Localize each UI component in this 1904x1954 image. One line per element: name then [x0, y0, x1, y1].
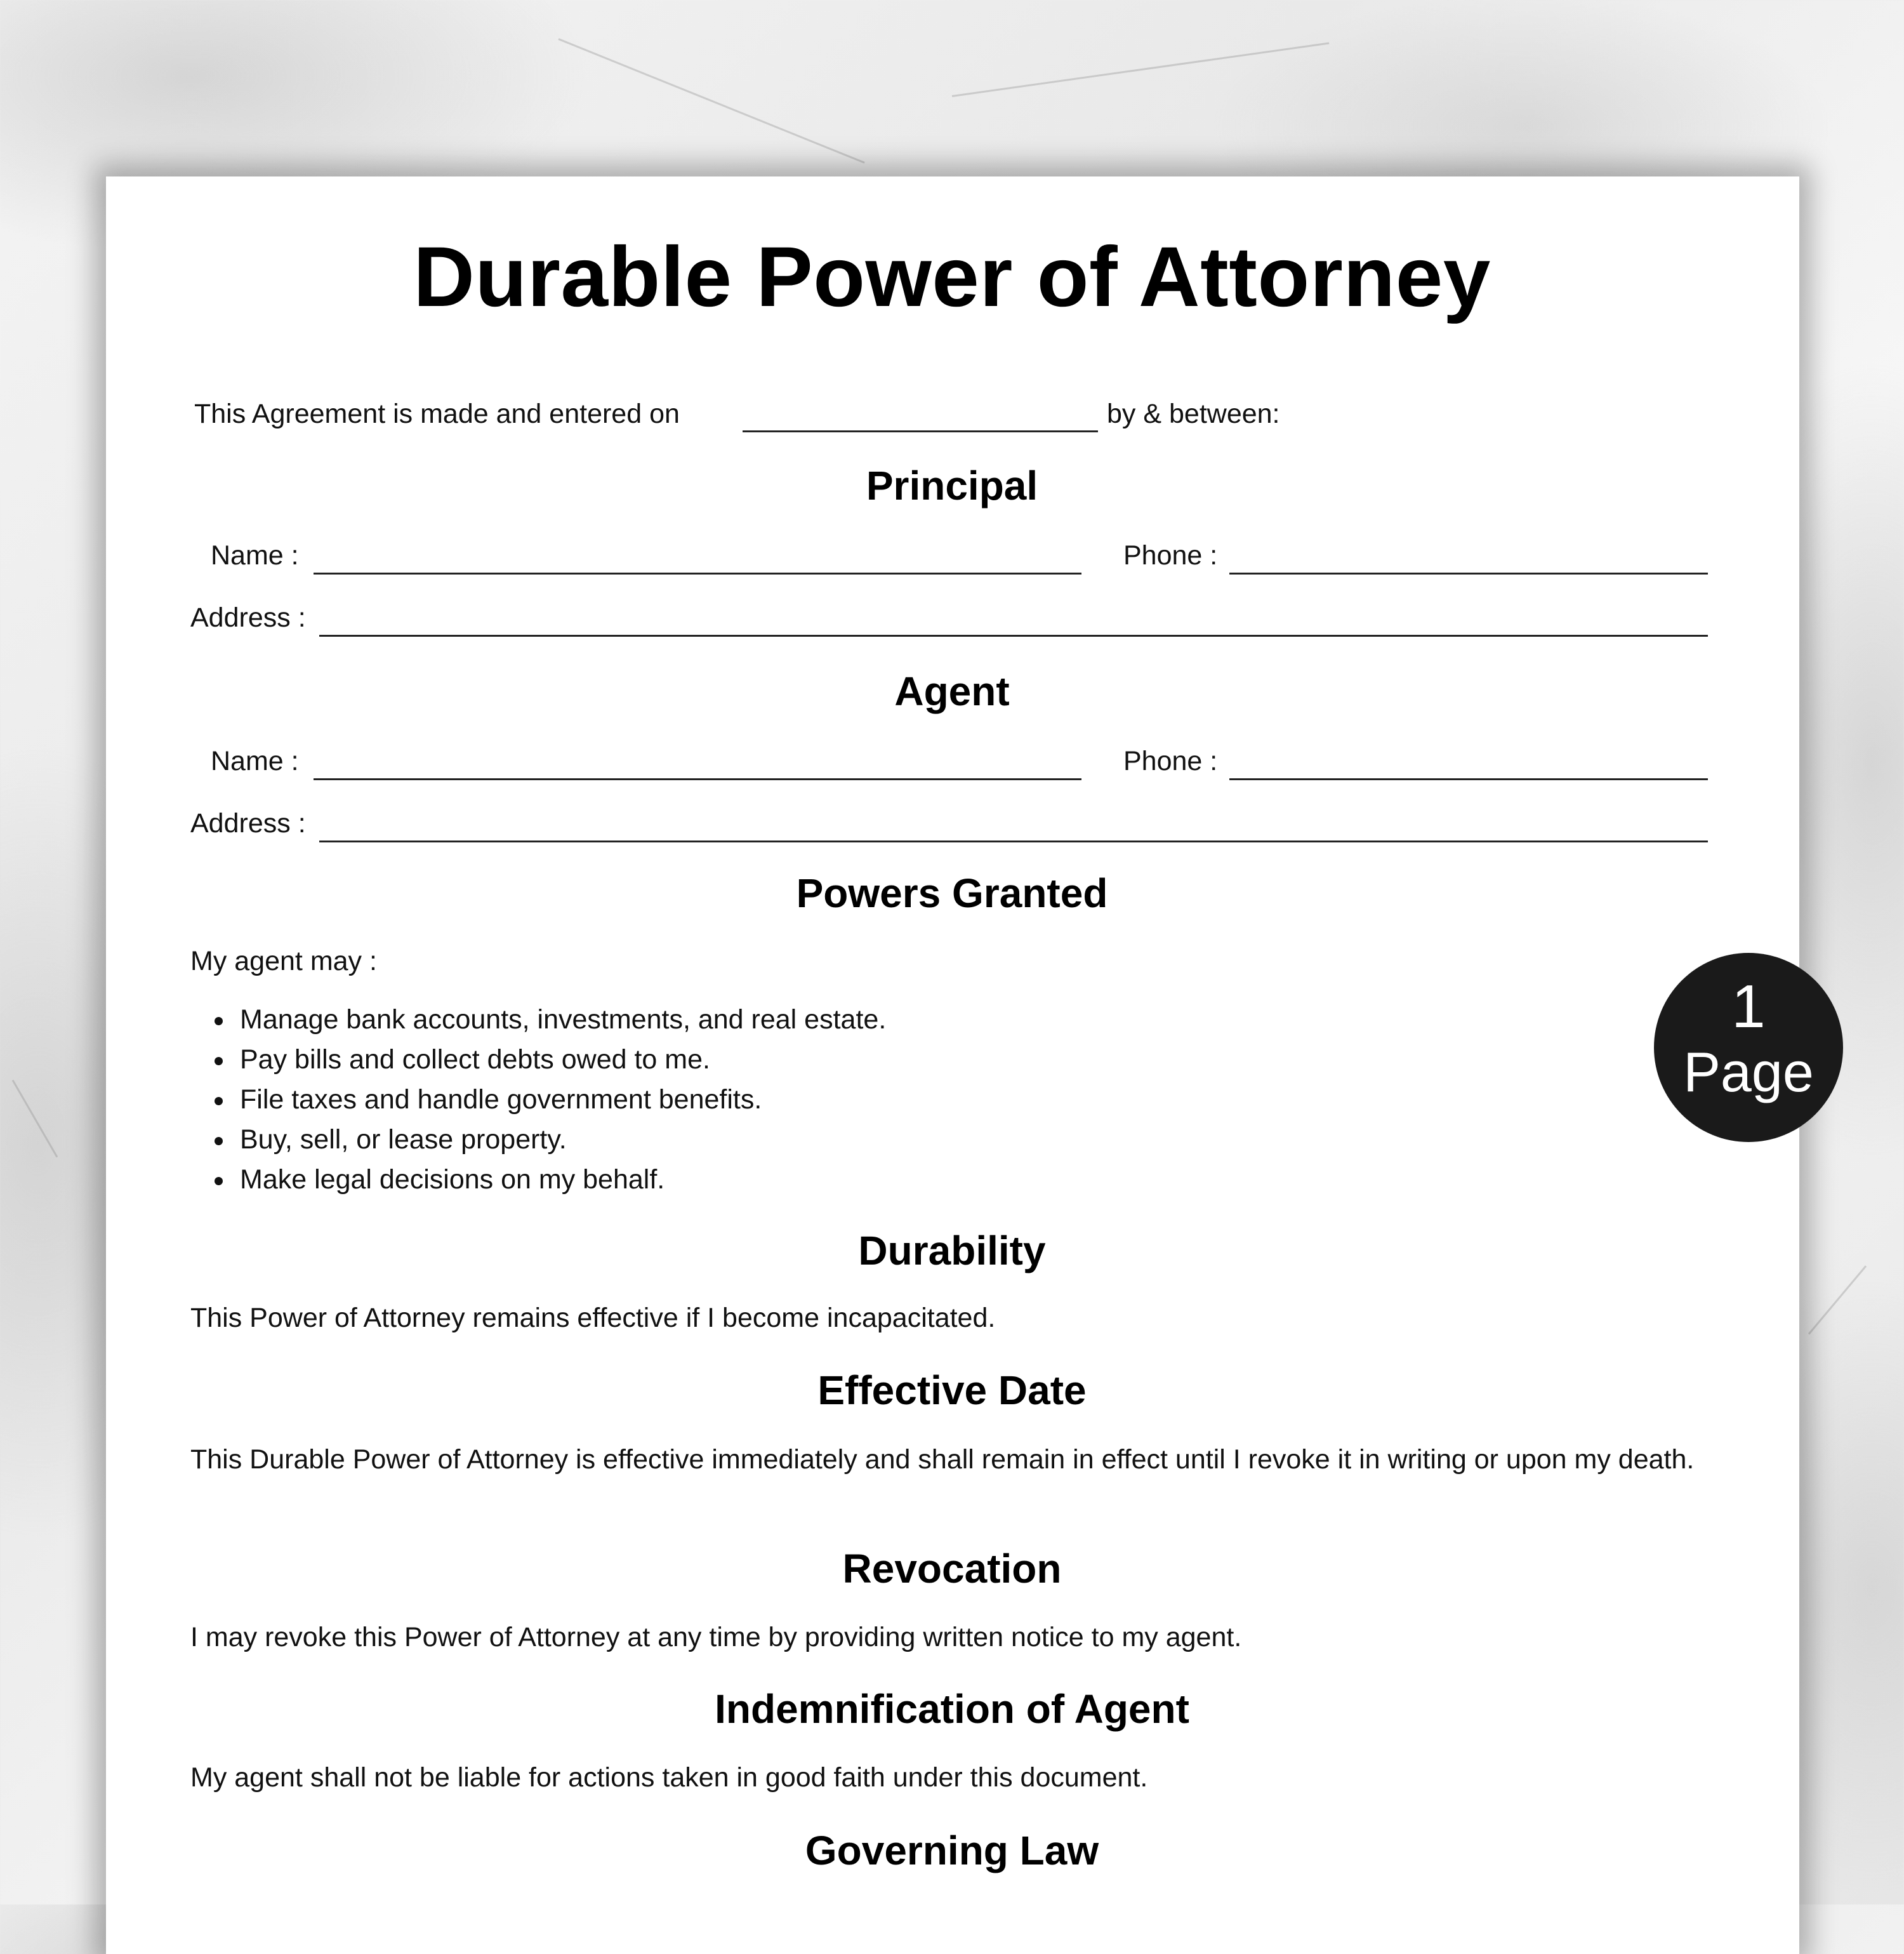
- power-item-text: Manage bank accounts, investments, and real estate.: [240, 1004, 887, 1035]
- effective-date-heading: Effective Date: [817, 1367, 1087, 1413]
- marble-vein: [1808, 1265, 1867, 1334]
- powers-lead: My agent may :: [190, 946, 377, 976]
- bullet-icon: [215, 1097, 223, 1105]
- durability-body: This Power of Attorney remains effective if I become incapacitated.: [190, 1303, 996, 1333]
- principal-address-label: Address :: [190, 602, 306, 633]
- principal-address-field[interactable]: [319, 635, 1708, 637]
- power-item-text: Buy, sell, or lease property.: [240, 1124, 567, 1155]
- page-count-label: Page: [1683, 1040, 1814, 1103]
- agent-address-label: Address :: [190, 808, 306, 839]
- principal-phone-label: Phone :: [1123, 540, 1218, 571]
- bullet-icon: [215, 1177, 223, 1185]
- marble-vein: [12, 1080, 58, 1158]
- powers-list: [215, 1000, 886, 1200]
- durability-heading: Durability: [858, 1228, 1046, 1273]
- principal-name-field[interactable]: [314, 573, 1081, 575]
- principal-phone-field[interactable]: [1229, 573, 1708, 575]
- agent-heading: Agent: [894, 668, 1010, 714]
- principal-name-label: Name :: [211, 540, 299, 571]
- page-count-badge: [1654, 953, 1843, 1142]
- power-item-text: Pay bills and collect debts owed to me.: [240, 1044, 710, 1075]
- list-item: [215, 1080, 886, 1120]
- agent-name-field[interactable]: [314, 778, 1081, 780]
- list-item: [215, 1000, 886, 1040]
- bullet-icon: [215, 1137, 223, 1145]
- bullet-icon: [215, 1017, 223, 1025]
- power-item-text: File taxes and handle government benefits.: [240, 1084, 762, 1115]
- intro-prefix: This Agreement is made and entered on: [194, 399, 680, 429]
- date-field-line[interactable]: [743, 430, 1098, 432]
- power-item-text: Make legal decisions on my behalf.: [240, 1164, 665, 1195]
- agent-name-label: Name :: [211, 746, 299, 776]
- list-item: [215, 1160, 886, 1200]
- agent-address-field[interactable]: [319, 841, 1708, 842]
- document-title: Durable Power of Attorney: [413, 230, 1491, 324]
- agent-phone-label: Phone :: [1123, 746, 1218, 776]
- agent-phone-field[interactable]: [1229, 778, 1708, 780]
- indemnification-heading: Indemnification of Agent: [715, 1686, 1189, 1732]
- marble-vein: [558, 38, 864, 164]
- page-count-number: 1: [1731, 973, 1766, 1040]
- list-item: [215, 1040, 886, 1080]
- bullet-icon: [215, 1057, 223, 1065]
- intro-suffix: by & between:: [1107, 399, 1280, 429]
- revocation-body: I may revoke this Power of Attorney at any time by providing written notice to my agent.: [190, 1622, 1242, 1652]
- list-item: [215, 1120, 886, 1160]
- powers-heading: Powers Granted: [796, 870, 1108, 916]
- governing-law-heading: Governing Law: [805, 1828, 1099, 1873]
- revocation-heading: Revocation: [842, 1546, 1062, 1592]
- marble-vein: [952, 43, 1330, 97]
- principal-heading: Principal: [866, 463, 1038, 508]
- effective-date-body: This Durable Power of Attorney is effective immediately and shall remain in effect until I revoke it in writing or upon my death.: [190, 1444, 1695, 1475]
- indemnification-body: My agent shall not be liable for actions taken in good faith under this document.: [190, 1762, 1148, 1793]
